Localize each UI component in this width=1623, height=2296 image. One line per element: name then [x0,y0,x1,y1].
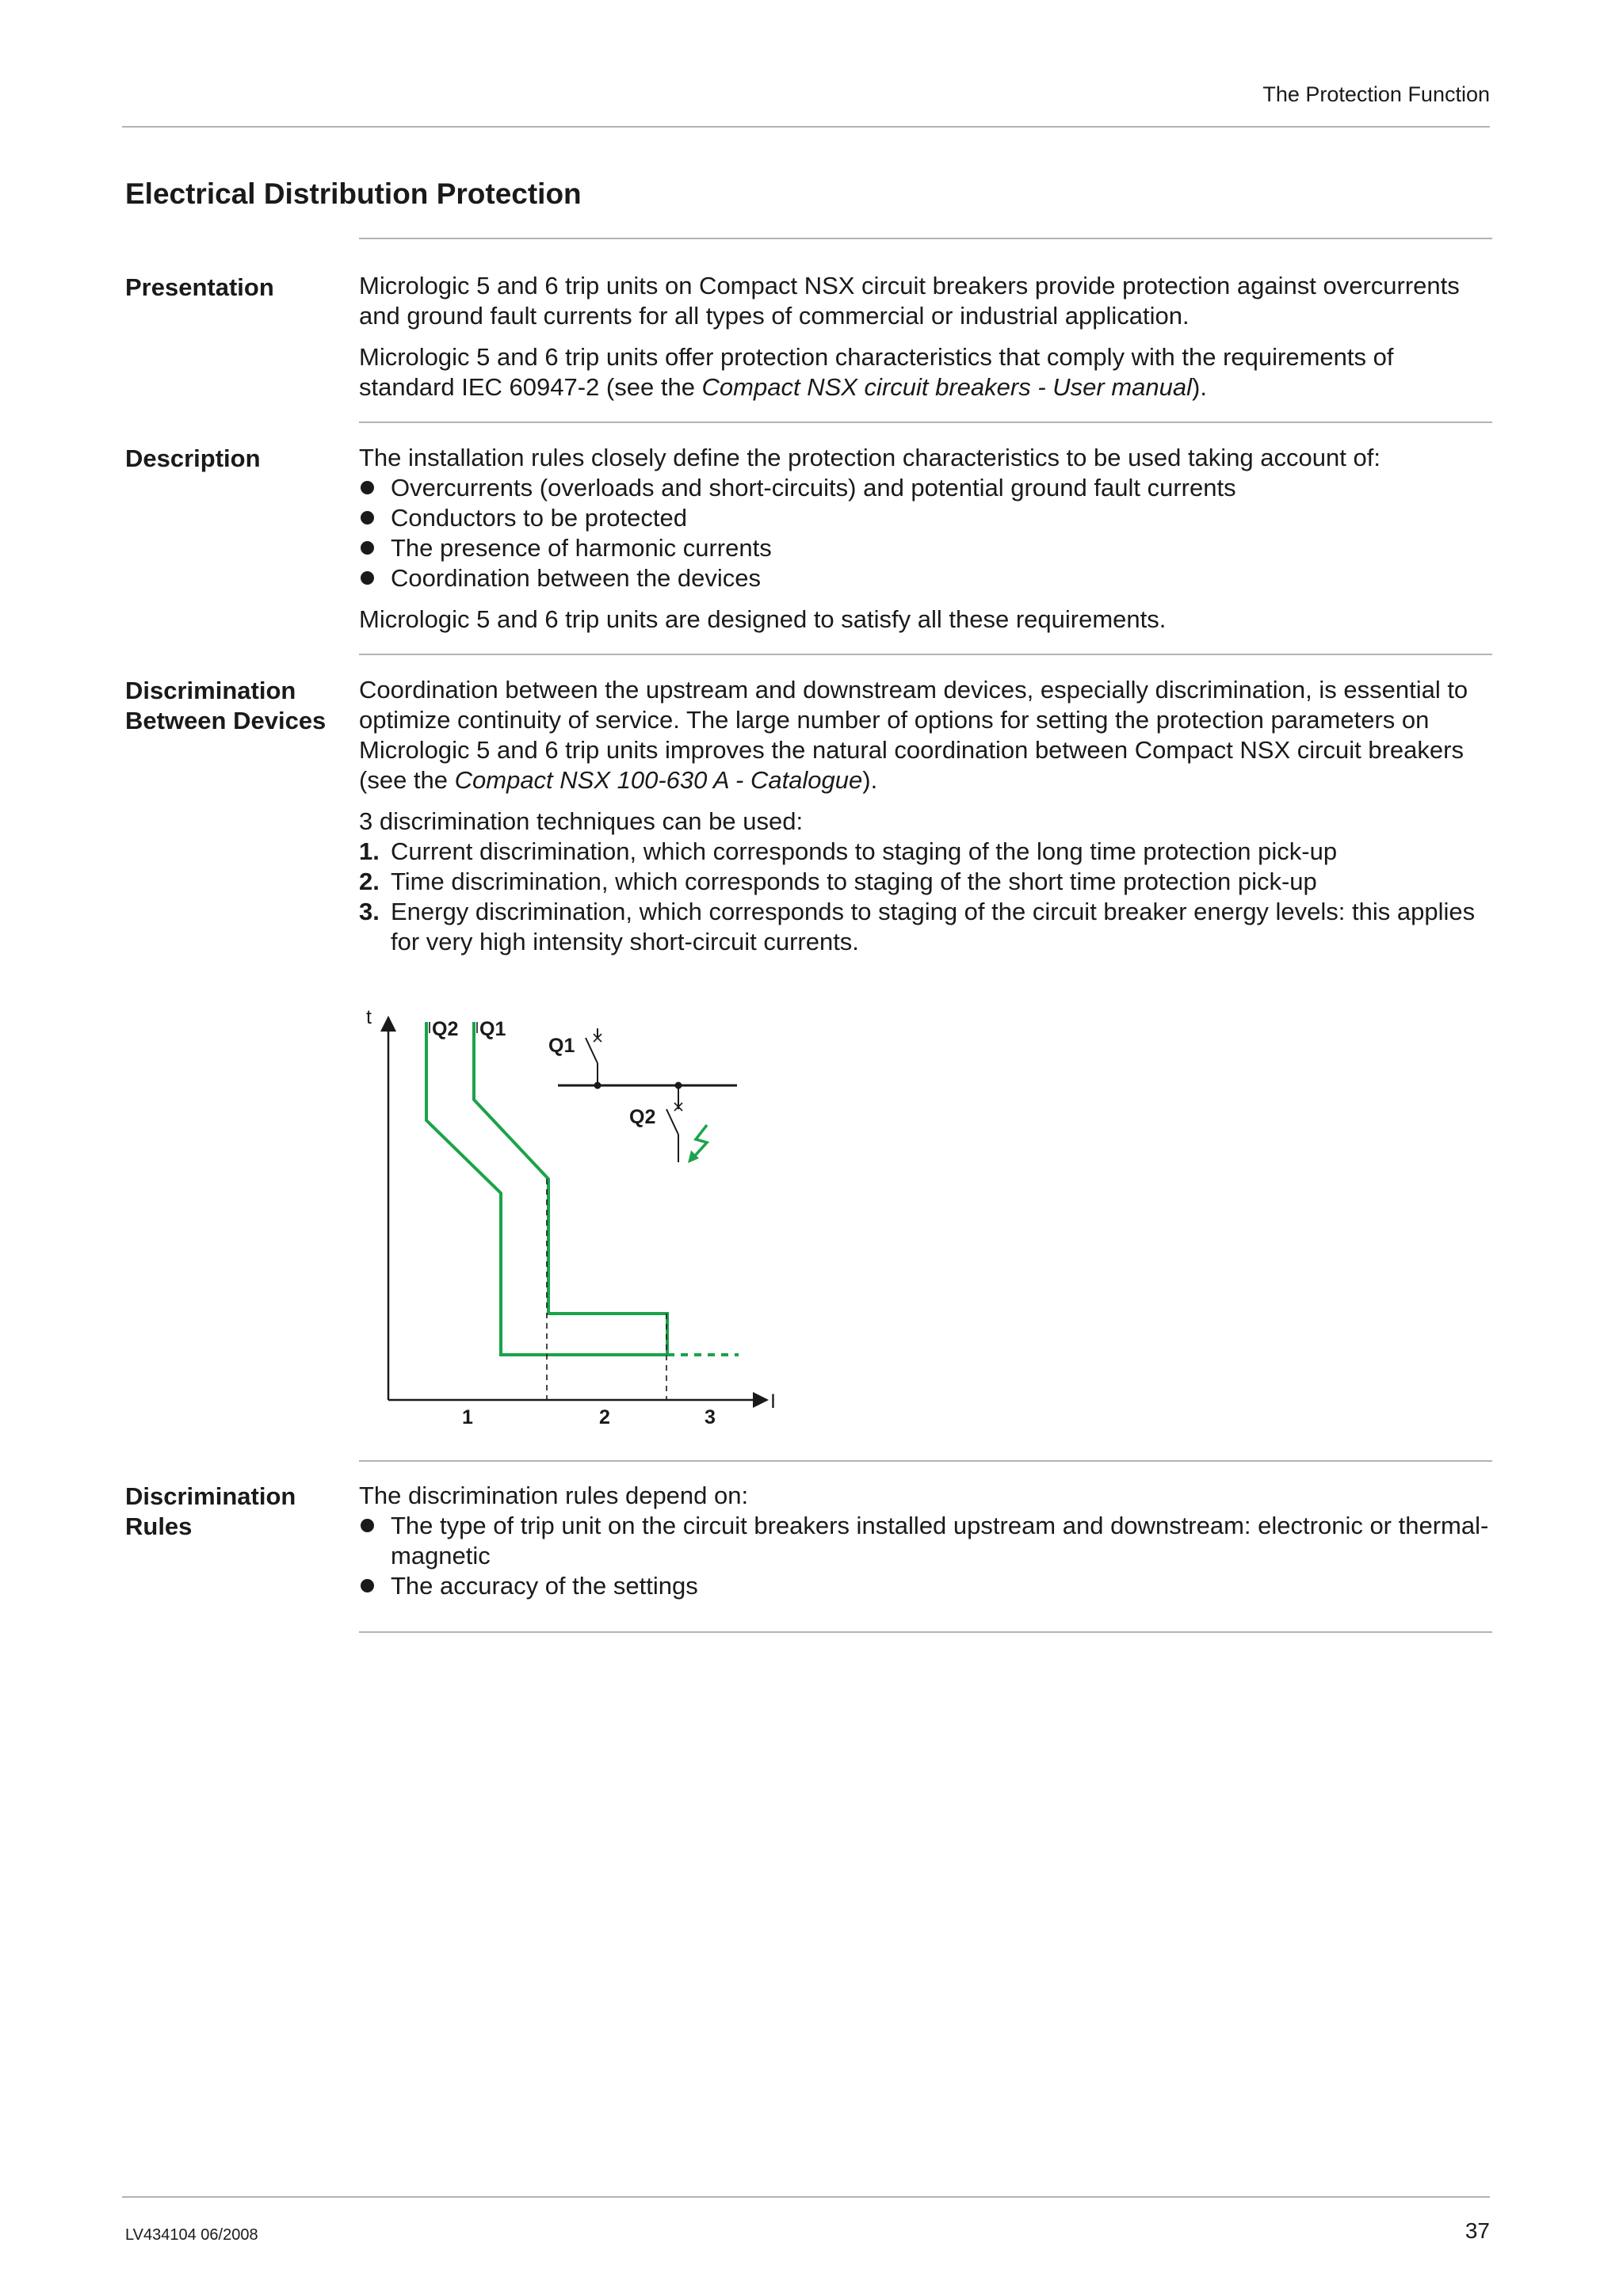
bullet-icon [361,1579,374,1592]
list-item: 3. Energy discrimination, which corresponds to staging of the circuit breaker energy levels: this applies for very high intensity short-circuit currents. [359,898,1476,955]
q2-trip-curve [426,1022,666,1355]
section-rule [359,1631,1492,1633]
list-item: Overcurrents (overloads and short-circuits) and potential ground fault currents [359,473,1492,503]
page-number: 37 [1465,2218,1490,2243]
running-header: The Protection Function [1262,82,1490,106]
discrimination-rules-list [359,1511,1492,1601]
q1-curve-label: Q1 [479,1018,506,1040]
discrimination-devices-body [359,675,1492,968]
section-rule [359,1460,1492,1462]
list-item: Conductors to be protected [359,503,1492,533]
description-list [359,473,1492,593]
discrimination-diagram [349,1000,792,1428]
q1-breaker-label: Q1 [548,1035,575,1057]
list-item: Coordination between the devices [359,563,1492,593]
discrimination-devices-paragraph: Coordination between the upstream and downstream devices, especially discrimination, is essential to optimize continuity of service. The large number of options for setting the protection parameters on Micrologic 5 and 6 trip units improves the natural coordination between Compact NSX circuit breakers (see the Compact NSX 100-630 A - Catalogue). [359,676,1468,794]
discrimination-devices-label: Discrimination Between Devices [125,677,327,734]
description-label: Description [125,444,261,472]
presentation-paragraph-1: Micrologic 5 and 6 trip units on Compact NSX circuit breakers provide protection against overcurrents and ground fault currents for all types of commercial or industrial application. [359,272,1460,330]
discrimination-rules-label: Discrimination Rules [125,1482,296,1540]
q2-breaker-label: Q2 [629,1106,656,1128]
presentation-paragraph-2: Micrologic 5 and 6 trip units offer protection characteristics that comply with the requirements of standard IEC 60947-2 (see the Compact NSX circuit breakers - User manual). [359,343,1394,401]
zone-label-2: 2 [599,1406,610,1428]
bullet-icon [361,571,374,585]
zone-label-3: 3 [705,1406,716,1428]
presentation-body [359,271,1492,414]
list-item: The accuracy of the settings [359,1571,1492,1601]
circuit-schematic [548,1028,737,1163]
q2-curve-label: Q2 [432,1018,459,1040]
presentation-label: Presentation [125,273,274,301]
bullet-icon [361,1519,374,1532]
fault-lightning-icon [688,1125,707,1163]
t-axis-label: t [366,1006,372,1028]
q1-trip-curve [474,1022,667,1355]
zone-label-1: 1 [462,1406,473,1428]
list-item: The presence of harmonic currents [359,533,1492,563]
list-item: 2. Time discrimination, which corresponds to staging of the short time protection pick-up [359,868,1317,895]
section-rule [359,238,1492,239]
description-intro: The installation rules closely define the protection characteristics to be used taking account of: [359,444,1381,471]
page-title: Electrical Distribution Protection [125,177,582,210]
list-item: 1. Current discrimination, which corresponds to staging of the long time protection pick-up [359,837,1338,865]
header-rule [122,126,1490,128]
description-body [359,443,1492,646]
techniques-list [359,837,1492,957]
i-axis-label: I [770,1390,776,1413]
catalogue-reference: Compact NSX 100-630 A - Catalogue [454,766,863,794]
bullet-icon [361,511,374,524]
discrimination-rules-intro: The discrimination rules depend on: [359,1482,749,1509]
section-rule [359,421,1492,423]
bullet-icon [361,481,374,494]
bullet-icon [361,541,374,555]
techniques-intro: 3 discrimination techniques can be used: [359,807,804,835]
list-item: The type of trip unit on the circuit breakers installed upstream and downstream: electronic or thermal-magnetic [359,1511,1492,1571]
document-reference: LV434104 06/2008 [125,2226,258,2244]
user-manual-reference: Compact NSX circuit breakers - User manual [701,373,1193,401]
description-closing: Micrologic 5 and 6 trip units are designed to satisfy all these requirements. [359,605,1167,633]
section-rule [359,654,1492,655]
footer-rule [122,2196,1490,2198]
discrimination-rules-body [359,1481,1492,1612]
